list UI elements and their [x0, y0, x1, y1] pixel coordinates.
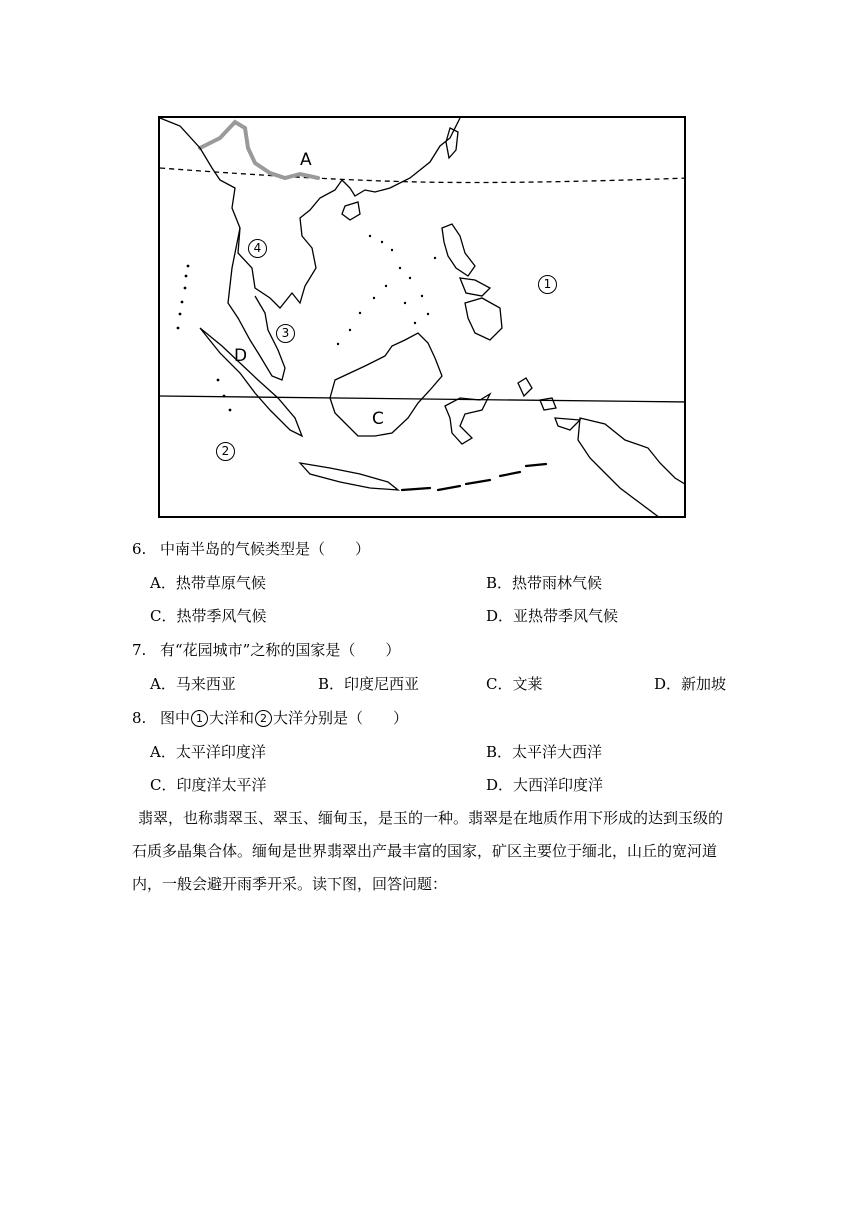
question-7-stem	[132, 640, 400, 660]
tropic-of-cancer-line	[160, 168, 686, 183]
question-7-option-d[interactable]: D．新加坡	[654, 675, 727, 693]
jade-passage: 翡翠，也称翡翠玉、翠玉、缅甸玉，是玉的一种。翡翠是在地质作用下形成的达到玉级的石质多晶集合体。缅甸是世界翡翠出产最丰富的国家，矿区主要位于缅北，山丘的宽河道内，一般会避开雨季开采。读下图，回答问题：	[132, 809, 724, 893]
sumatra-island	[200, 328, 302, 436]
question-8-text-before: 图中	[160, 709, 191, 727]
southeast-asia-map	[158, 116, 686, 518]
question-7-option-b[interactable]: B．印度尼西亚	[318, 675, 420, 693]
question-7-option-c[interactable]: C．文莱	[486, 675, 543, 693]
question-8-option-d[interactable]: D．大西洋印度洋	[486, 776, 604, 794]
question-7-number: 7.	[132, 641, 147, 659]
map-label-ocean-2: 2	[216, 442, 235, 461]
maluku-islands	[518, 378, 580, 430]
map-label-region-3: 3	[276, 324, 295, 343]
map-label-c: C	[372, 409, 384, 429]
map-drawing	[160, 118, 686, 518]
question-8-text-mid: 大洋和	[209, 709, 255, 727]
question-8-option-a[interactable]: A．太平洋印度洋	[150, 743, 266, 761]
question-6-text: 中南半岛的气候类型是（ ）	[160, 540, 371, 558]
question-8-text-after: 大洋分别是（ ）	[273, 709, 409, 727]
map-label-region-4: 4	[248, 239, 267, 258]
map-label-a: A	[300, 150, 312, 170]
question-8-option-c[interactable]: C．印度洋太平洋	[150, 776, 267, 794]
question-6-option-a[interactable]: A．热带草原气候	[150, 574, 266, 592]
question-6-option-d[interactable]: D．亚热带季风气候	[486, 607, 619, 625]
map-label-ocean-1: 1	[538, 275, 557, 294]
question-7-text: 有“花园城市”之称的国家是（ ）	[160, 641, 401, 659]
question-6-number: 6.	[132, 540, 147, 558]
question-6-option-c[interactable]: C．热带季风气候	[150, 607, 267, 625]
question-8-circle-1: 1	[191, 710, 208, 727]
taiwan-island	[446, 128, 458, 158]
question-8-circle-2: 2	[255, 710, 272, 727]
philippines-visayas	[460, 278, 490, 296]
question-6-option-b[interactable]: B．热带雨林气候	[486, 574, 603, 592]
philippines-luzon	[442, 224, 475, 276]
question-8-number: 8.	[132, 709, 147, 727]
question-7-option-a[interactable]: A．马来西亚	[150, 675, 236, 693]
new-guinea-island	[578, 418, 686, 518]
andaman-islands	[177, 265, 232, 412]
philippines-mindanao	[465, 298, 502, 340]
borneo-island	[330, 333, 442, 436]
sulawesi-island	[445, 394, 490, 444]
question-8-stem	[132, 708, 408, 728]
java-island	[300, 463, 398, 490]
south-china-sea-islands	[337, 235, 436, 345]
question-6-stem	[132, 539, 370, 559]
question-8-option-b[interactable]: B．太平洋大西洋	[486, 743, 603, 761]
hainan-island	[342, 202, 360, 220]
map-label-d: D	[234, 346, 248, 366]
lesser-sunda-islands	[402, 464, 546, 490]
